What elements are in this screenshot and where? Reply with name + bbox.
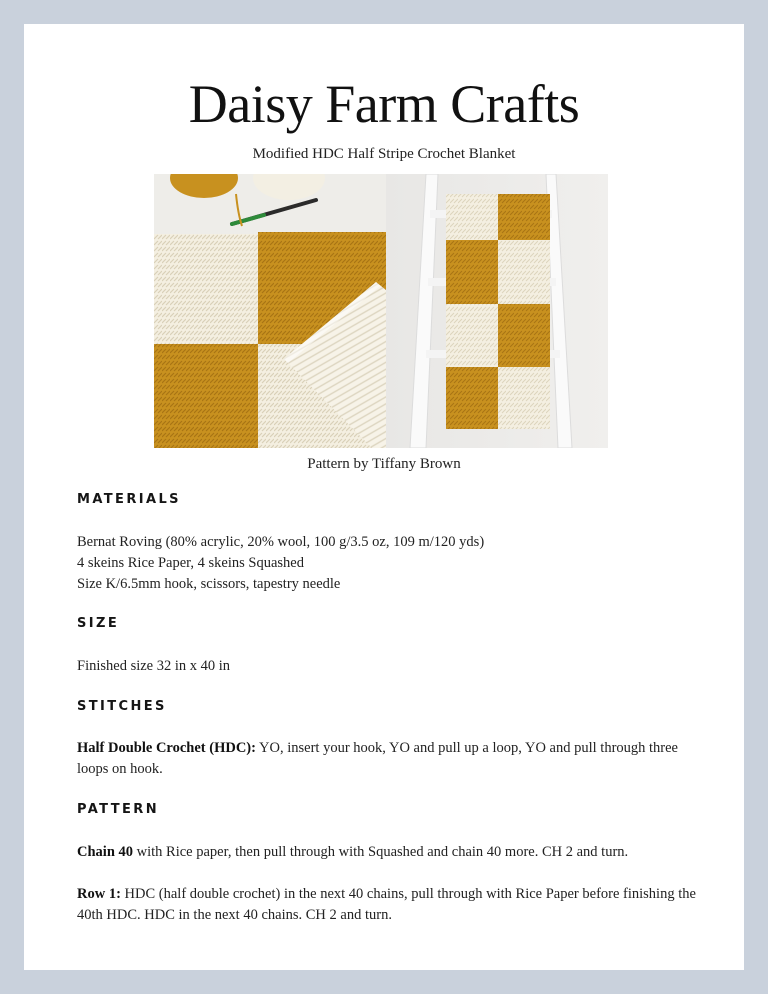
- brand-title: Daisy Farm Crafts: [188, 74, 580, 134]
- size-heading: SIZE: [77, 616, 120, 631]
- photo-gallery: [154, 174, 608, 448]
- stitch-description: YO, insert your hook, YO and pull up a loop, YO and pull through three loops on hook.: [77, 740, 678, 777]
- step-label: Chain 40: [77, 844, 134, 860]
- pattern-step: [77, 842, 697, 863]
- stitch-term: Half Double Crochet (HDC):: [77, 740, 256, 756]
- document-page: [24, 24, 744, 970]
- step-label: Row 1:: [77, 886, 121, 902]
- blanket-ladder-illustration: [386, 174, 608, 448]
- materials-line: Bernat Roving (80% acrylic, 20% wool, 100 g/3.5 oz, 109 m/120 yds): [77, 534, 485, 550]
- materials-heading: MATERIALS: [77, 492, 181, 507]
- photo-ladder: [386, 174, 608, 448]
- stitches-heading: STITCHES: [77, 699, 167, 714]
- pattern-credit: Pattern by Tiffany Brown: [307, 456, 461, 472]
- step-text: HDC (half double crochet) in the next 40 chains, pull through with Rice Paper before finishing the 40th HDC. HDC in the next 40 chains. CH 2 and turn.: [77, 886, 696, 923]
- photo-closeup: [154, 174, 386, 448]
- size-text: Finished size 32 in x 40 in: [77, 658, 231, 674]
- blanket-closeup-illustration: [154, 174, 386, 448]
- materials-line: Size K/6.5mm hook, scissors, tapestry needle: [77, 576, 341, 592]
- pattern-subtitle: Modified HDC Half Stripe Crochet Blanket: [252, 146, 516, 162]
- step-text: with Rice paper, then pull through with Squashed and chain 40 more. CH 2 and turn.: [133, 844, 629, 860]
- pattern-step: [77, 884, 697, 926]
- pattern-heading: PATTERN: [77, 802, 159, 817]
- materials-list: [77, 532, 697, 595]
- stitch-definition: [77, 738, 697, 780]
- materials-line: 4 skeins Rice Paper, 4 skeins Squashed: [77, 555, 304, 571]
